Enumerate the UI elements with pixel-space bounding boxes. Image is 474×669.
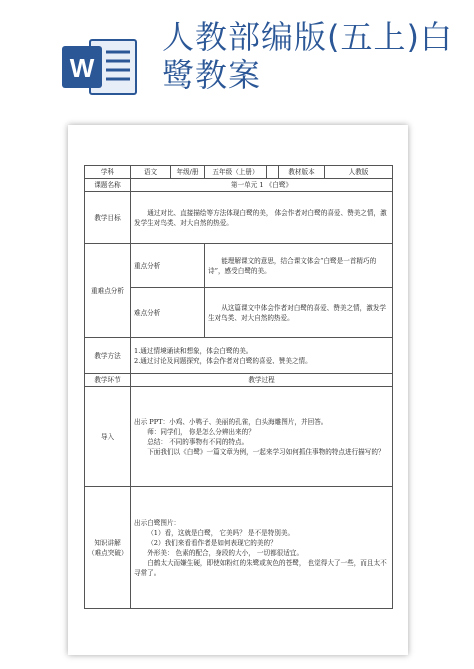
grade-value: 五年级（上册） xyxy=(205,166,267,179)
document-page xyxy=(68,125,408,655)
subject-label: 学科 xyxy=(85,166,131,179)
intro-line-2: 师：同学们， 你是怎么分辨出来的？ xyxy=(147,427,255,436)
table-row xyxy=(85,387,393,487)
table-row xyxy=(85,288,393,338)
key-cell xyxy=(205,244,393,288)
explain-line-2: （1）看，这就是白鹭， 它美吗？ 是不是特别美。 xyxy=(147,528,295,537)
method-line-1: 1.通过情境诵读和想象，体会白鹭的美。 xyxy=(134,346,253,355)
edition-label: 教材版本 xyxy=(279,166,325,179)
diff-label: 难点分析 xyxy=(131,288,205,338)
process-label: 教学环节 xyxy=(85,374,131,387)
intro-line-4: 下面我们以《白鹭》一篇文章为例，一起来学习如何抓住事物的特点进行描写的？ xyxy=(147,447,385,456)
explain-line-1: 出示白鹭图片： xyxy=(134,518,181,527)
goal-label: 教学目标 xyxy=(85,192,131,244)
table-row xyxy=(85,374,393,387)
table-row xyxy=(85,166,393,179)
explain-label: 知识讲解（难点突破） xyxy=(85,487,131,609)
goal-cell xyxy=(131,192,393,244)
method-line-2: 2.通过讨论及问题探究，体会作者对白鹭的喜爱、赞美之情。 xyxy=(134,356,312,365)
word-doc-icon xyxy=(60,36,138,98)
subject-value: 语文 xyxy=(131,166,171,179)
method-label: 教学方法 xyxy=(85,338,131,374)
page-title: 人教部编版(五上)白鹭教案 xyxy=(162,18,453,94)
spacer-cell xyxy=(267,166,279,179)
explain-line-3: （2）我们来看看作者是如何表现它的美的？ xyxy=(147,538,277,547)
explain-cell xyxy=(131,487,393,609)
intro-label: 导入 xyxy=(85,387,131,487)
topic-label: 课题名称 xyxy=(85,179,131,192)
process-value: 教学过程 xyxy=(131,374,393,387)
table-row xyxy=(85,179,393,192)
intro-line-1: 出示 PPT：小鸡、小鸭子、美丽的孔雀，白头海雕图片，并回答。 xyxy=(134,417,328,426)
topic-value: 第一单元 1 《白鹭》 xyxy=(131,179,393,192)
table-row xyxy=(85,338,393,374)
explain-line-4: 外形美： 色素的配合，身段的大小， 一切都很适宜。 xyxy=(147,548,304,557)
diff-text: 从这篇课文中体会作者对白鹭的喜爱、赞美之情，激发学生对鸟类、对大自然的热爱。 xyxy=(208,303,387,322)
table-row xyxy=(85,192,393,244)
svg-text:W: W xyxy=(69,53,95,83)
intro-cell xyxy=(131,387,393,487)
header xyxy=(0,0,474,110)
edition-value: 人教版 xyxy=(325,166,393,179)
grade-label: 年级/册 xyxy=(171,166,205,179)
table-row xyxy=(85,244,393,288)
table-row xyxy=(85,487,393,609)
key-text: 能理解课文的意思，结合课文体会“白鹭是一首精巧的诗”，感受白鹭的美。 xyxy=(208,256,377,275)
explain-line-5: 白鹤太大而嫌生硬，即使如粉红的朱鹭或灰色的苍鹭， 也觉得大了一些，而且太不寻常了。 xyxy=(134,558,387,577)
key-label: 重点分析 xyxy=(131,244,205,288)
goal-text: 通过对比、直接描绘等方法体现白鹭的美， 体会作者对白鹭的喜爱、赞美之情，激发学生对鸟类、对大自然的热爱。 xyxy=(134,208,387,227)
diff-cell xyxy=(205,288,393,338)
lesson-table xyxy=(84,165,393,609)
intro-line-3: 总结： 不同的事物有不同的特点。 xyxy=(147,437,249,446)
keypoints-label: 重难点分析 xyxy=(85,244,131,338)
method-cell xyxy=(131,338,393,374)
